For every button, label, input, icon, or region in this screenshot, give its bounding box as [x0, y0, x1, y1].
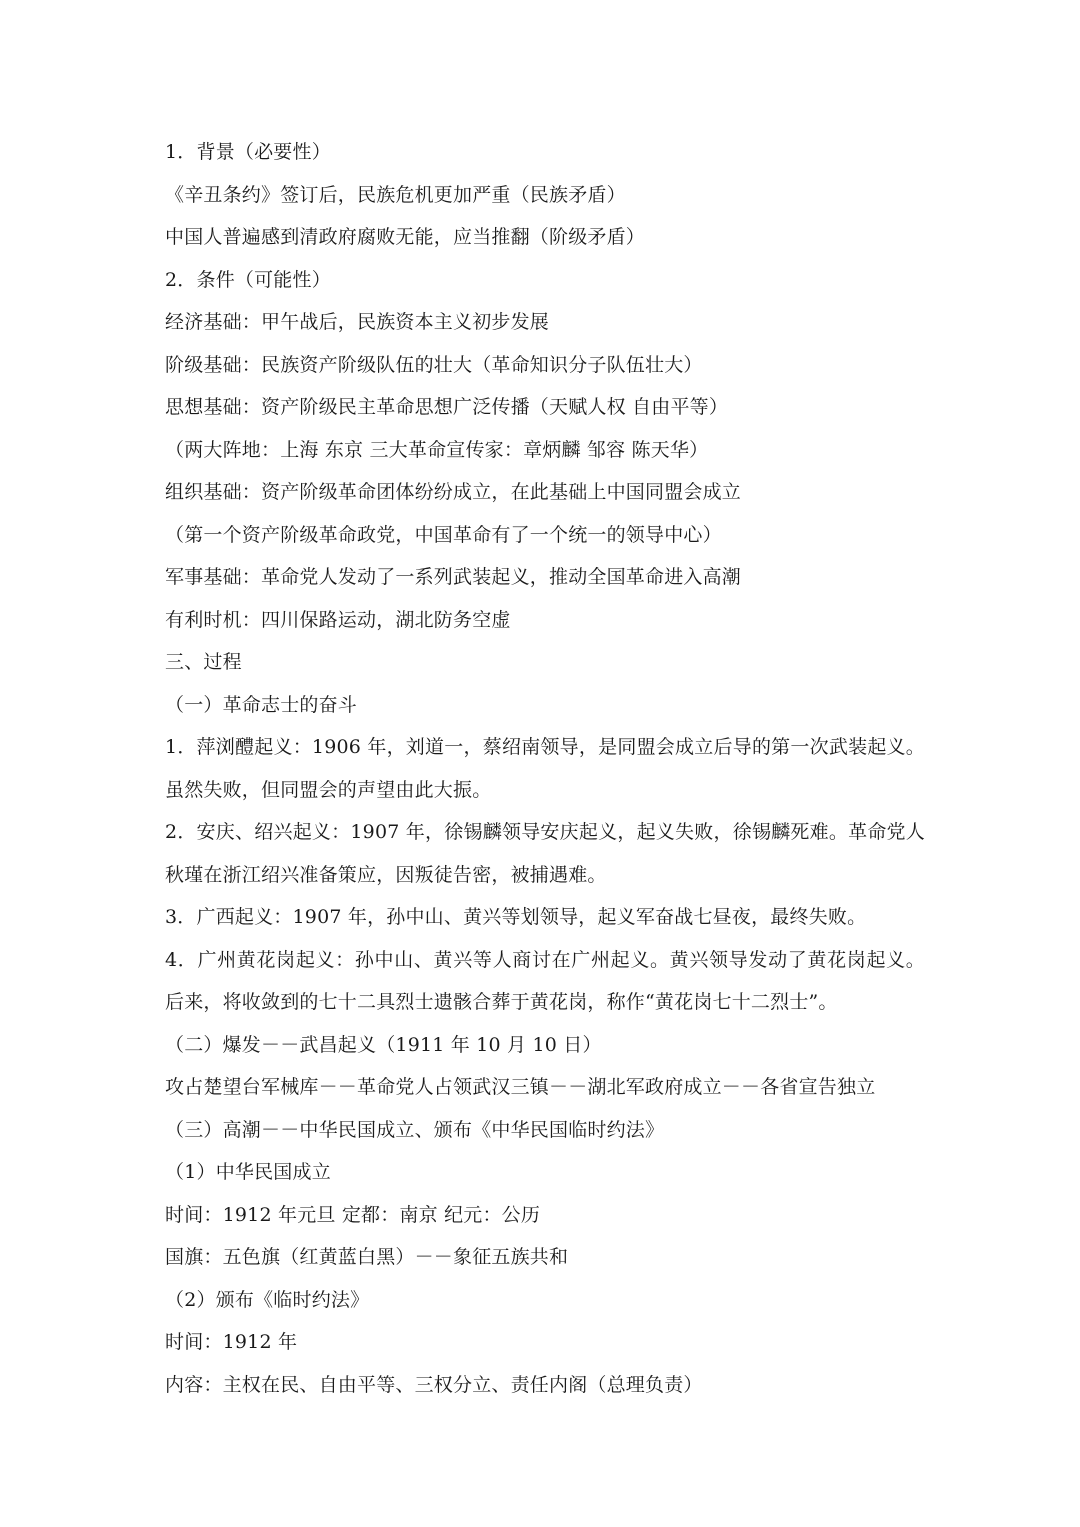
text-line: 有利时机：四川保路运动，湖北防务空虚	[165, 608, 511, 631]
text-line: 3．广西起义：1907 年，孙中山、黄兴等划领导，起义军奋战七昼夜，最终失败。	[165, 906, 867, 928]
text-line: 经济基础：甲午战后，民族资本主义初步发展	[165, 311, 550, 333]
section-heading-conditions: 2．条件（可能性）	[165, 268, 331, 291]
text-line: （两大阵地：上海 东京 三大革命宣传家：章炳麟 邹容 陈天华）	[165, 438, 709, 461]
text-line: 时间：1912 年元旦 定都：南京 纪元：公历	[165, 1203, 541, 1226]
text-paragraph: 1．萍浏醴起义：1906 年，刘道一，蔡绍南领导，是同盟会成立后导的第一次武装起义。虽然失败，但同盟会的声望由此大振。	[165, 736, 925, 801]
text-line: 军事基础：革命党人发动了一系列武装起义，推动全国革命进入高潮	[165, 566, 742, 588]
subsection-heading: （一）革命志士的奋斗	[165, 693, 358, 716]
subsection-heading: （2）颁布《临时约法》	[165, 1288, 370, 1311]
document-body	[165, 131, 925, 1406]
text-line: 思想基础：资产阶级民主革命思想广泛传播（天赋人权 自由平等）	[165, 396, 729, 418]
text-line: 时间：1912 年	[165, 1331, 298, 1353]
text-line: 组织基础：资产阶级革命团体纷纷成立，在此基础上中国同盟会成立	[165, 481, 742, 503]
text-line: 内容：主权在民、自由平等、三权分立、责任内阁（总理负责）	[165, 1373, 703, 1396]
section-heading-process: 三、过程	[165, 651, 242, 673]
subsection-heading: （三）高潮－－中华民国成立、颁布《中华民国临时约法》	[165, 1118, 665, 1141]
subsection-heading: （二）爆发－－武昌起义（1911 年 10 月 10 日）	[165, 1033, 602, 1056]
text-paragraph: 4．广州黄花岗起义：孙中山、黄兴等人商讨在广州起义。黄兴领导发动了黄花岗起义。后来，将收敛到的七十二具烈士遗骸合葬于黄花岗，称作“黄花岗七十二烈士”。	[165, 948, 925, 1013]
subsection-heading: （1）中华民国成立	[165, 1161, 331, 1183]
text-line: 阶级基础：民族资产阶级队伍的壮大（革命知识分子队伍壮大）	[165, 353, 703, 376]
text-line: （第一个资产阶级革命政党，中国革命有了一个统一的领导中心）	[165, 523, 722, 546]
text-line: 攻占楚望台军械库－－革命党人占领武汉三镇－－湖北军政府成立－－各省宣告独立	[165, 1076, 876, 1098]
section-heading-background: 1．背景（必要性）	[165, 141, 331, 163]
text-line: 《辛丑条约》签订后，民族危机更加严重（民族矛盾）	[165, 183, 626, 206]
text-paragraph: 2．安庆、绍兴起义：1907 年，徐锡麟领导安庆起义，起义失败，徐锡麟死难。革命党人秋瑾在浙江绍兴准备策应，因叛徒告密，被捕遇难。	[165, 821, 925, 886]
text-line: 中国人普遍感到清政府腐败无能，应当推翻（阶级矛盾）	[165, 226, 646, 248]
text-line: 国旗：五色旗（红黄蓝白黑）－－象征五族共和	[165, 1246, 569, 1268]
